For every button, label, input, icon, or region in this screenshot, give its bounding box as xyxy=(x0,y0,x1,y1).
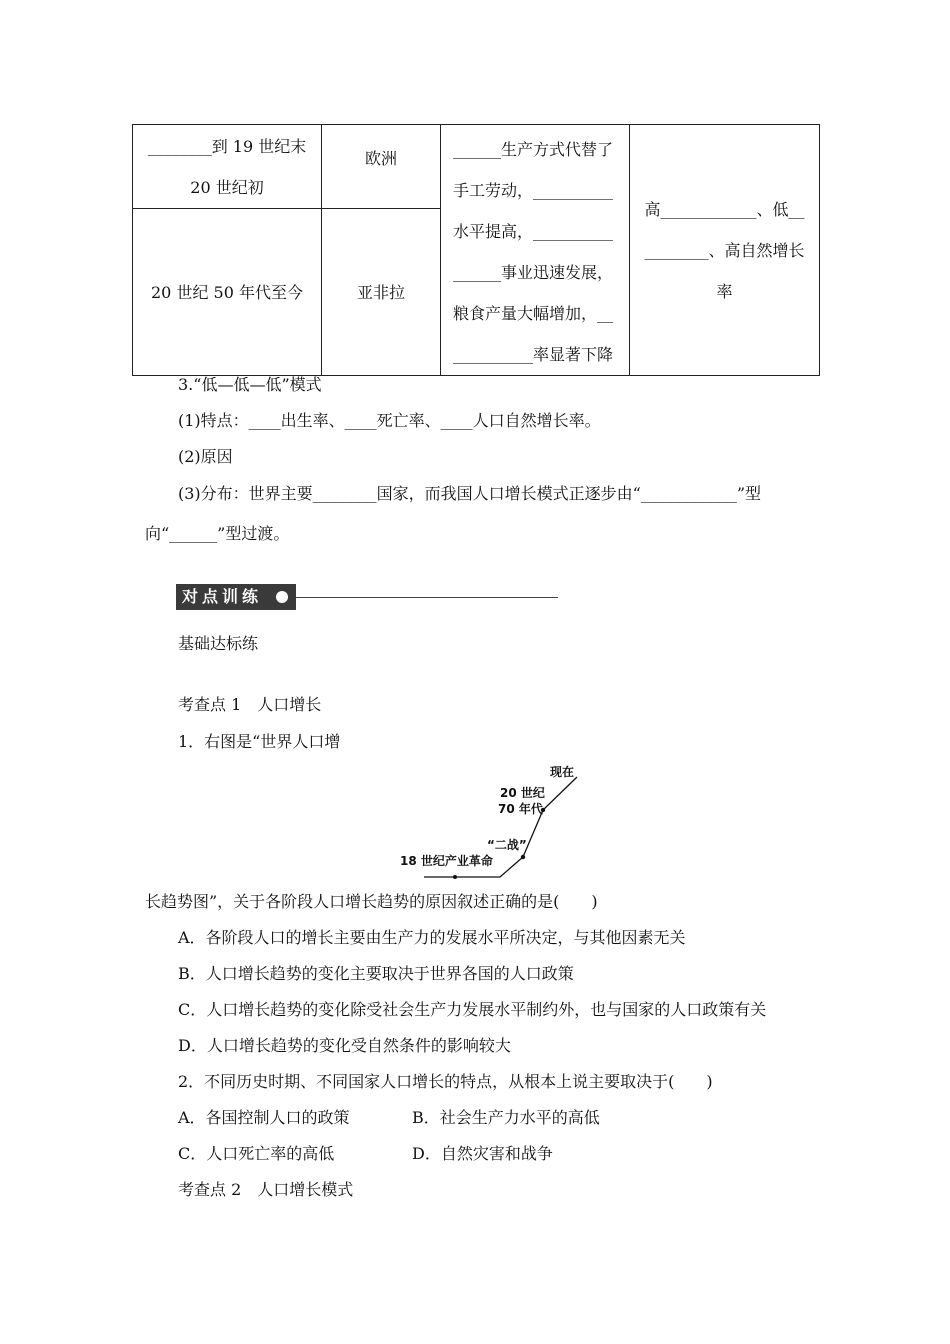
q2-option-d: D．自然灾害和战争 xyxy=(412,1144,553,1163)
q1-option-a: A．各阶段人口的增长主要由生产力的发展水平所决定，与其他因素无关 xyxy=(178,928,686,947)
feature-line: 高____________、低__ xyxy=(644,199,805,219)
feature-line: ________、高自然增长 xyxy=(644,240,805,260)
reason-line: ______生产方式代替了 xyxy=(453,140,614,159)
reason-line: 水平提高，__________ xyxy=(453,222,614,241)
q2-option-a: A．各国控制人口的政策 xyxy=(178,1108,350,1127)
section3-distribution: (3)分布：世界主要________国家，而我国人口增长模式正逐步由“____________”型 xyxy=(178,484,762,503)
bullet-icon xyxy=(276,591,288,603)
label-20th-century: 20 世纪 xyxy=(500,786,545,800)
section-header-label: 对点训练 xyxy=(182,587,263,606)
region-cell-2: 亚非拉 xyxy=(322,209,441,376)
reason-line: 粮食产量大幅增加，__ xyxy=(453,304,614,323)
point-industrial-revolution xyxy=(453,875,457,879)
q2-option-b: B．社会生产力水平的高低 xyxy=(412,1108,600,1127)
period-cell-2: 20 世纪 50 年代至今 xyxy=(133,209,322,376)
section3-title: 3.“低—低—低”模式 xyxy=(178,375,322,394)
question-2-stem: 2．不同历史时期、不同国家人口增长的特点，从根本上说主要取决于( ) xyxy=(178,1072,713,1091)
feature-cell xyxy=(630,125,820,376)
section3-feature: (1)特点：____出生率、____死亡率、____人口自然增长率。 xyxy=(178,411,601,430)
label-now: 现在 xyxy=(550,765,575,779)
label-1970s: 70 年代 xyxy=(498,802,543,816)
label-industrial-revolution: 18 世纪产业革命 xyxy=(400,854,493,868)
reason-cell xyxy=(441,125,630,376)
period-1-line-b: 20 世纪初 xyxy=(190,177,264,197)
header-rule xyxy=(296,597,558,598)
checkpoint-1-title: 考查点 1 人口增长 xyxy=(178,695,322,714)
reason-line: ______事业迅速发展， xyxy=(453,263,614,282)
basic-practice-title: 基础达标练 xyxy=(178,634,259,653)
feature-line: 率 xyxy=(716,281,733,301)
section3-distribution-cont: 向“______”型过渡。 xyxy=(145,524,290,543)
section3-reason: (2)原因 xyxy=(178,447,233,466)
point-ww2 xyxy=(521,855,525,859)
region-cell-1: 欧洲 xyxy=(322,125,441,209)
label-ww2: “二战” xyxy=(487,838,527,852)
q1-option-d: D．人口增长趋势的变化受自然条件的影响较大 xyxy=(178,1036,511,1055)
question-1-stem: 1．右图是“世界人口增 xyxy=(178,732,341,751)
q1-option-c: C．人口增长趋势的变化除受社会生产力发展水平制约外，也与国家的人口政策有关 xyxy=(178,1000,767,1019)
period-1-line-a: ________到 19 世纪末 xyxy=(147,136,307,156)
reason-line: 手工劳动，__________ xyxy=(453,181,614,200)
practice-section-header xyxy=(176,584,296,610)
period-cell-1 xyxy=(133,125,322,209)
question-1-stem-cont: 长趋势图”，关于各阶段人口增长趋势的原因叙述正确的是( ) xyxy=(145,892,598,911)
checkpoint-2-title: 考查点 2 人口增长模式 xyxy=(178,1180,354,1199)
q2-option-c: C．人口死亡率的高低 xyxy=(178,1144,335,1163)
reason-line: __________率显著下降 xyxy=(453,345,614,364)
population-mode-table xyxy=(132,124,820,376)
q1-option-b: B．人口增长趋势的变化主要取决于世界各国的人口政策 xyxy=(178,964,574,983)
